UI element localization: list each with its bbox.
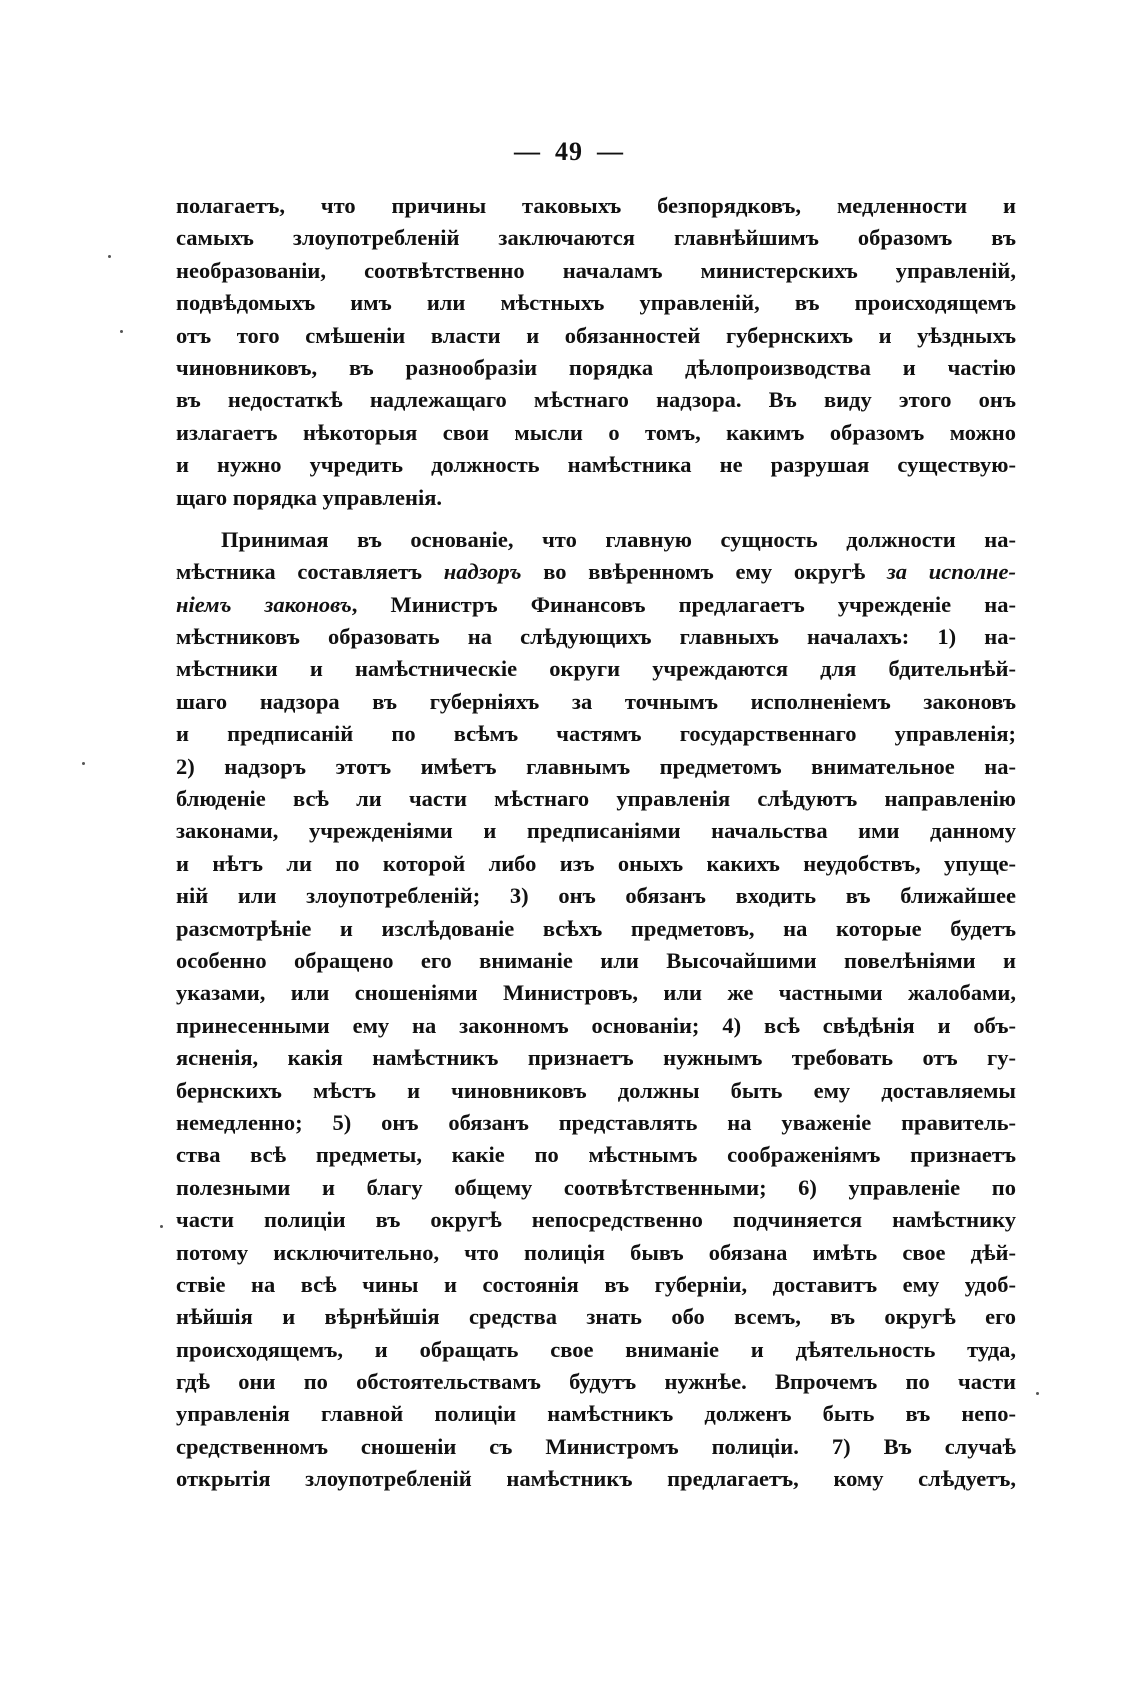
text-line: ній или злоупотребленій; 3) онъ обязанъ входить въ ближайшее	[176, 883, 1016, 909]
paragraph-2	[176, 524, 1016, 1496]
scan-speck	[82, 762, 85, 765]
text-line: Принимая въ основаніе, что главную сущность должности на-	[221, 526, 1016, 552]
text-line: ствіе на всѣ чины и состоянія въ губерніи, доставитъ ему удоб-	[176, 1271, 1016, 1297]
page-number: 49	[555, 137, 583, 166]
body-text	[176, 190, 1016, 1496]
text-line: блюденіе всѣ ли части мѣстнаго управленія слѣдуютъ направленію	[176, 786, 1016, 812]
text-line: щаго порядка управленія.	[176, 484, 443, 510]
left-dash: —	[514, 137, 541, 166]
text-line: полагаетъ, что причины таковыхъ безпорядковъ, медленности и	[176, 193, 1016, 218]
text-line: чиновниковъ, въ разнообразіи порядка дѣлопроизводства и частію	[176, 354, 1016, 380]
text-line: принесенными ему на законномъ основаніи; 4) всѣ свѣдѣнія и объ-	[176, 1012, 1016, 1038]
text-line: самыхъ злоупотребленій заключаются главнѣйшимъ образомъ въ	[176, 225, 1016, 251]
text-line: части полиціи въ округѣ непосредственно подчиняется намѣстнику	[176, 1207, 1016, 1233]
text-line: мѣстники и намѣстническіе округи учреждаются для бдительнѣй-	[176, 656, 1016, 682]
paragraph-2-lines	[176, 621, 1016, 1496]
text-line: и предписаній по всѣмъ частямъ государственнаго управленія;	[176, 721, 1016, 747]
text-line: открытія злоупотребленій намѣстникъ предлагаетъ, кому слѣдуетъ,	[176, 1466, 1016, 1492]
italic-text-run: за исполне-	[887, 559, 1016, 585]
text-line: и нужно учредить должность намѣстника не разрушая существую-	[176, 452, 1016, 478]
text-line: гдѣ они по обстоятельствамъ будутъ нужнѣе. Впрочемъ по части	[176, 1369, 1016, 1395]
text-line	[176, 556, 1016, 588]
italic-text-run: надзоръ	[443, 559, 522, 585]
text-run: , Министръ Финансовъ предлагаетъ учрежденіе на-	[351, 591, 1016, 617]
text-line: и нѣтъ ли по которой либо изъ оныхъ какихъ неудобствъ, упуще-	[176, 850, 1016, 876]
text-line: происходящемъ, и обращать свое вниманіе и дѣятельность туда,	[176, 1336, 1016, 1362]
text-line: отъ того смѣшеніи власти и обязанностей губернскихъ и уѣздныхъ	[176, 322, 1016, 348]
text-line: нѣйшія и вѣрнѣйшія средства знать обо всемъ, въ округѣ его	[176, 1304, 1016, 1330]
text-line: необразованіи, соотвѣтственно началамъ министерскихъ управленій,	[176, 257, 1016, 283]
text-line: разсмотрѣніе и изслѣдованіе всѣхъ предметовъ, на которые будетъ	[176, 915, 1016, 941]
italic-text-run: ніемъ законовъ	[176, 591, 352, 617]
scan-speck	[160, 1225, 163, 1228]
text-line: средственномъ сношеніи съ Министромъ полиціи. 7) Въ случаѣ	[176, 1433, 1016, 1459]
text-line: законами, учрежденіями и предписаніями начальства ими данному	[176, 818, 1016, 844]
text-line: ясненія, какія намѣстникъ признаетъ нужнымъ требовать отъ гу-	[176, 1045, 1016, 1071]
text-line: мѣстниковъ образовать на слѣдующихъ главныхъ началахъ: 1) на-	[176, 624, 1016, 650]
text-line: шаго надзора въ губерніяхъ за точнымъ исполненіемъ законовъ	[176, 688, 1016, 714]
text-line: подвѣдомыхъ имъ или мѣстныхъ управленій, въ происходящемъ	[176, 290, 1016, 316]
text-line: особенно обращено его вниманіе или Высочайшими повелѣніями и	[176, 947, 1016, 973]
scan-speck	[120, 330, 123, 333]
paragraph-1	[176, 190, 1016, 514]
scan-speck	[108, 255, 111, 258]
scan-speck	[1036, 1392, 1039, 1395]
text-run: во ввѣренномъ ему округѣ	[521, 559, 887, 585]
text-line: указами, или сношеніями Министровъ, или же частными жалобами,	[176, 980, 1016, 1006]
text-line: бернскихъ мѣстъ и чиновниковъ должны быть ему доставляемы	[176, 1077, 1016, 1103]
text-line: ства всѣ предметы, какіе по мѣстнымъ соображеніямъ признаетъ	[176, 1142, 1016, 1168]
page-number-header	[0, 137, 1139, 167]
text-run: мѣстника составляетъ	[176, 559, 444, 585]
text-line: 2) надзоръ этотъ имѣетъ главнымъ предметомъ внимательное на-	[176, 753, 1016, 779]
text-line: немедленно; 5) онъ обязанъ представлять на уваженіе правитель-	[176, 1109, 1016, 1135]
text-line: излагаетъ нѣкоторыя свои мысли о томъ, какимъ образомъ можно	[176, 419, 1016, 445]
text-line: въ недостаткѣ надлежащаго мѣстнаго надзора. Въ виду этого онъ	[176, 387, 1016, 413]
paragraph-gap	[176, 514, 1016, 524]
right-dash: —	[597, 137, 624, 166]
text-line: управленія главной полиціи намѣстникъ долженъ быть въ непо-	[176, 1401, 1016, 1427]
text-line: полезными и благу общему соотвѣтственными; 6) управленіе по	[176, 1174, 1016, 1200]
text-line	[176, 589, 1016, 621]
text-line: потому исключительно, что полиція бывъ обязана имѣть свое дѣй-	[176, 1239, 1016, 1265]
